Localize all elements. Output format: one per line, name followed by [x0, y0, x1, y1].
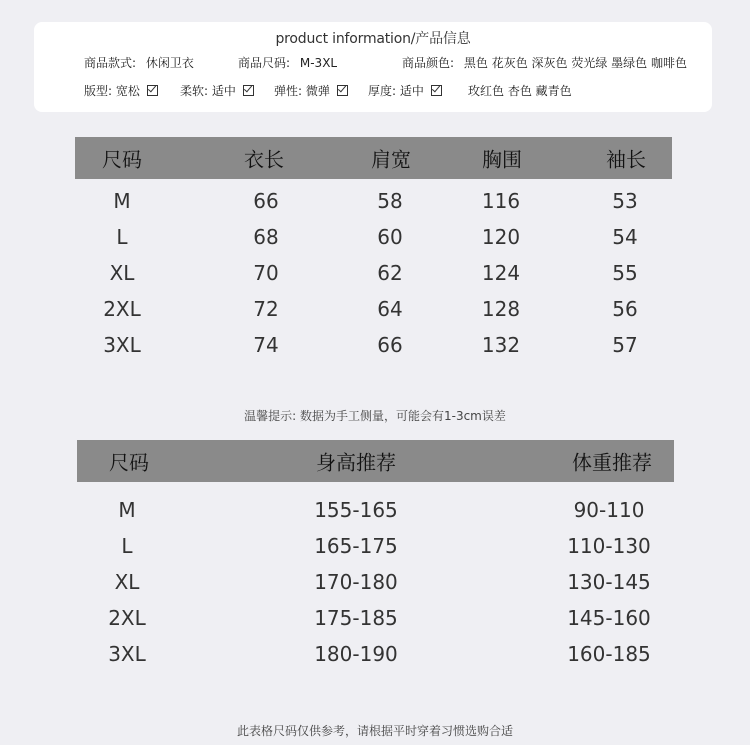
recommend-cell: 180-190 [314, 642, 398, 666]
size-table-header [75, 137, 672, 179]
recommend-cell: 145-160 [567, 606, 651, 630]
elastic-label: 弹性: [274, 84, 303, 98]
size-cell: 60 [377, 225, 403, 249]
size-cell: 55 [612, 261, 638, 285]
reference-note: 此表格尺码仅供参考，请根据平时穿着习惯选购合适 [236, 724, 513, 738]
style-value: 休闲卫衣 [145, 56, 194, 70]
size-cell: 128 [481, 297, 521, 321]
thick-value: 适中 [399, 84, 424, 98]
soft-value: 适中 [211, 84, 236, 98]
recommend-cell: L [121, 534, 133, 558]
recommend-cell: 90-110 [573, 498, 645, 522]
size-cell: 54 [612, 225, 638, 249]
info-size [238, 54, 337, 71]
size-cell: 62 [377, 261, 403, 285]
info-row-2 [84, 82, 158, 99]
size-cell: M [113, 189, 131, 213]
checkbox-icon [147, 85, 158, 96]
product-info-card [34, 22, 712, 112]
size-cell: 124 [481, 261, 521, 285]
size-cell: 70 [253, 261, 279, 285]
recommend-table-header [77, 440, 674, 482]
recommend-header-cell: 尺码 [109, 450, 149, 475]
recommend-cell: 155-165 [314, 498, 398, 522]
recommend-header-cell: 身高推荐 [316, 450, 396, 475]
recommend-cell: M [118, 498, 136, 522]
recommend-cell: XL [114, 570, 140, 594]
recommend-cell: 110-130 [567, 534, 651, 558]
size-cell: 2XL [103, 297, 141, 321]
color-label: 商品颜色: [402, 56, 455, 70]
size-cell: 56 [612, 297, 638, 321]
soft-label: 柔软: [180, 84, 209, 98]
info-colors [402, 54, 687, 71]
size-cell: 64 [377, 297, 403, 321]
info-elastic [274, 82, 348, 99]
recommend-cell: 170-180 [314, 570, 398, 594]
recommend-cell: 165-175 [314, 534, 398, 558]
info-soft [180, 82, 254, 99]
measurement-note: 温馨提示: 数据为手工侧量，可能会有1-3cm误差 [244, 409, 506, 423]
size-cell: 68 [253, 225, 279, 249]
recommend-cell: 2XL [108, 606, 146, 630]
size-cell: L [116, 225, 128, 249]
size-cell: 132 [481, 333, 521, 357]
size-cell: 3XL [103, 333, 141, 357]
recommend-cell: 175-185 [314, 606, 398, 630]
product-info-title: product information/产品信息 [275, 31, 471, 47]
size-cell: 116 [481, 189, 521, 213]
info-thick [368, 82, 442, 99]
size-value: M-3XL [299, 56, 338, 70]
style-label: 商品款式: [84, 56, 137, 70]
fit-label: 版型: [84, 84, 113, 98]
size-header-cell: 衣长 [244, 147, 284, 172]
size-cell: 66 [377, 333, 403, 357]
info-colors-2: 玫红色 杏色 藏青色 [468, 84, 572, 98]
size-header-cell: 袖长 [606, 147, 646, 172]
size-cell: 72 [253, 297, 279, 321]
size-header-cell: 肩宽 [371, 147, 411, 172]
size-cell: 66 [253, 189, 279, 213]
elastic-value: 微弹 [305, 84, 330, 98]
recommend-header-cell: 体重推荐 [572, 450, 652, 475]
recommend-cell: 3XL [108, 642, 146, 666]
size-cell: 53 [612, 189, 638, 213]
checkbox-icon [243, 85, 254, 96]
size-cell: 120 [481, 225, 521, 249]
checkbox-icon [431, 85, 442, 96]
checkbox-icon [337, 85, 348, 96]
info-row-1 [84, 54, 194, 71]
size-cell: XL [109, 261, 135, 285]
fit-value: 宽松 [115, 84, 140, 98]
size-label: 商品尺码: [238, 56, 291, 70]
thick-label: 厚度: [368, 84, 397, 98]
size-header-cell: 胸围 [482, 147, 522, 172]
recommend-cell: 130-145 [567, 570, 651, 594]
recommend-cell: 160-185 [567, 642, 651, 666]
color-value: 黑色 花灰色 深灰色 荧光绿 墨绿色 咖啡色 [463, 56, 687, 70]
size-cell: 57 [612, 333, 638, 357]
size-cell: 58 [377, 189, 403, 213]
size-cell: 74 [253, 333, 279, 357]
size-header-cell: 尺码 [102, 147, 142, 172]
